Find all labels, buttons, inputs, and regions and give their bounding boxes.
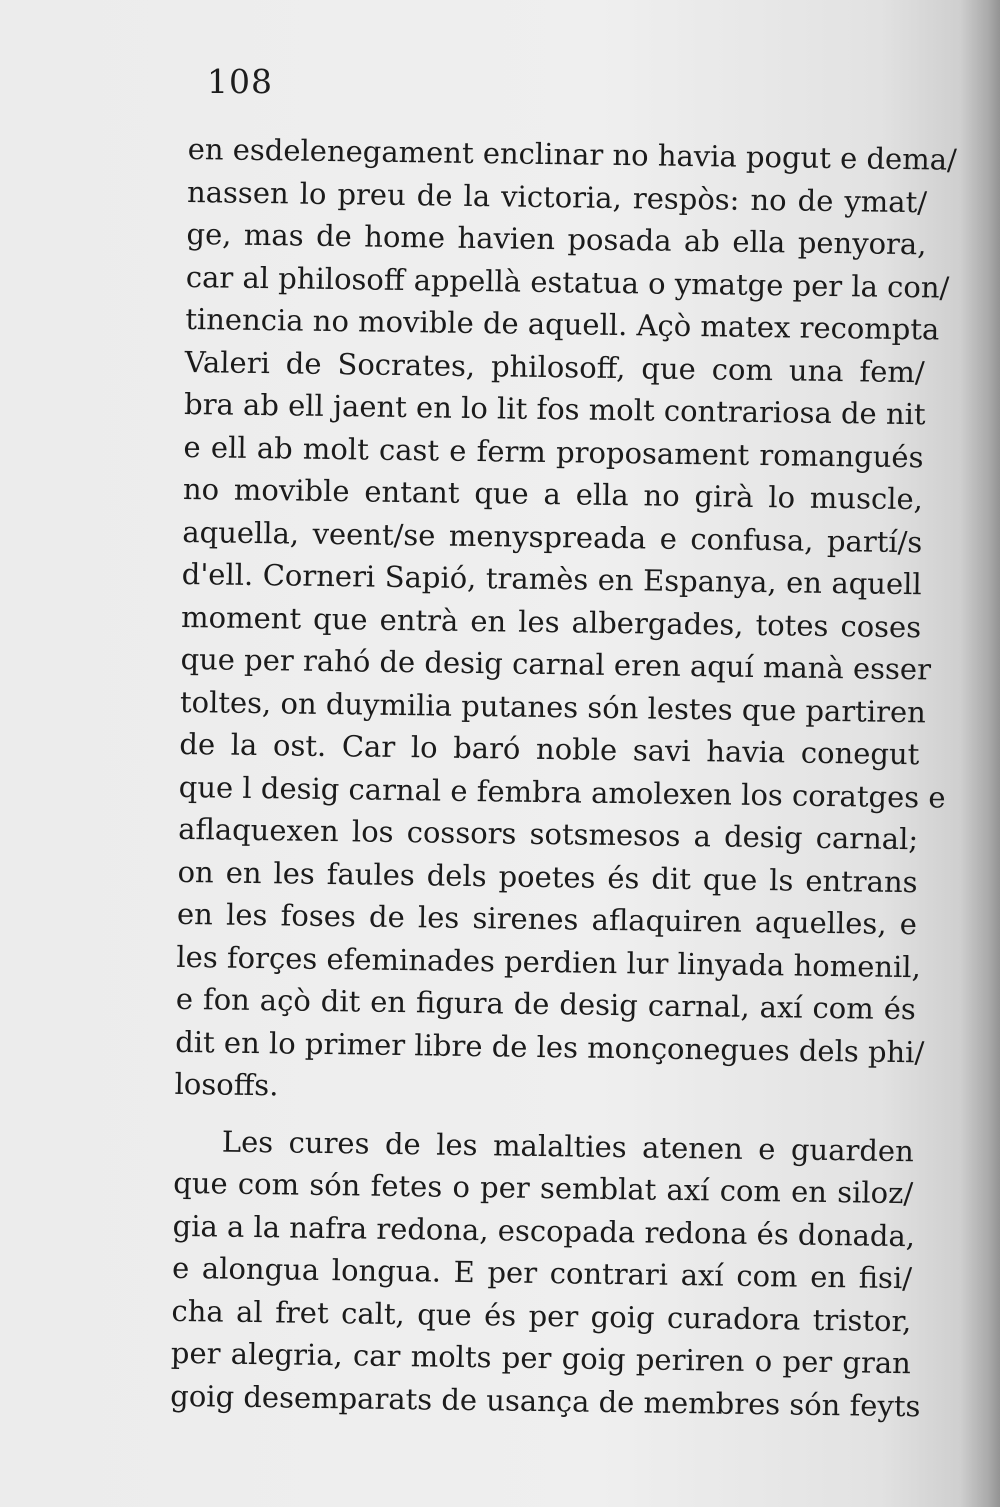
text-line: bra ab ell jaent en lo lit fos molt contrariosa de nit [183, 386, 926, 432]
page-edge-shadow [960, 0, 1000, 1507]
text-line: goig desemparats de usança de membres són feyts [170, 1378, 921, 1423]
text-line: en les foses de les sirenes aflaquiren aquelles, e [176, 896, 918, 942]
text-line: d'ell. Corneri Sapió, tramès en Espanya, en aquell [181, 556, 922, 602]
text-line: dit en lo primer libre de les monçonegues dels phi/ [175, 1024, 925, 1069]
text-line: de la ost. Car lo baró noble savi havia conegut [179, 726, 920, 772]
body-text [170, 128, 958, 1427]
text-line: cha al fret calt, que és per goig curadora tristor, [171, 1293, 912, 1338]
text-line: ge, mas de home havien posada ab ella penyora, [186, 216, 927, 262]
text-line: per alegria, car molts per goig periren o per gran [170, 1335, 912, 1381]
text-line: nassen lo preu de la victoria, respòs: no de ymat/ [186, 174, 928, 219]
text-line: Les cures de les malalties atenen e guarden [221, 1124, 915, 1168]
text-line: e fon açò dit en figura de desig carnal, axí com és [175, 981, 917, 1027]
text-line: moment que entrà en les albergades, totes coses [180, 599, 922, 644]
page-number: 108 [207, 62, 273, 101]
text-line: e ell ab molt cast e ferm proposament romangués [183, 429, 924, 474]
text-line: toltes, on duymilia putanes són lestes que partiren [179, 684, 927, 729]
text-line: Valeri de Socrates, philosoff, que com una fem/ [184, 344, 925, 389]
text-line: que per rahó de desig carnal eren aquí manà esser [180, 641, 932, 687]
text-line: que com són fetes o per semblat axí com en siloz/ [173, 1165, 914, 1211]
text-line: les forçes efeminades perdien lur linyada homenil, [176, 939, 922, 984]
text-line: no movible entant que a ella no girà lo muscle, [182, 471, 924, 517]
text-line: losoffs. [174, 1066, 279, 1103]
text-line: aquella, veent/se menyspreada e confusa, partí/s [182, 514, 923, 559]
text-line: car al philosoff appellà estatua o ymatge per la con/ [185, 259, 950, 305]
text-line: en esdelenegament enclinar no havia pogut e dema/ [187, 131, 958, 177]
text-line: aflaquexen los cossors sotsmesos a desig carnal; [177, 811, 919, 857]
text-line: tinencia no movible de aquell. Açò matex recompta [185, 301, 940, 347]
text-line: gia a la nafra redona, escopada redona és donada, [172, 1208, 916, 1253]
text-line: que l desig carnal e fembra amolexen los coratges e [178, 769, 946, 815]
text-line: on en les faules dels poetes és dit que ls entrans [177, 854, 918, 899]
text-line: e alongua longua. E per contrari axí com en fisi/ [171, 1250, 913, 1296]
